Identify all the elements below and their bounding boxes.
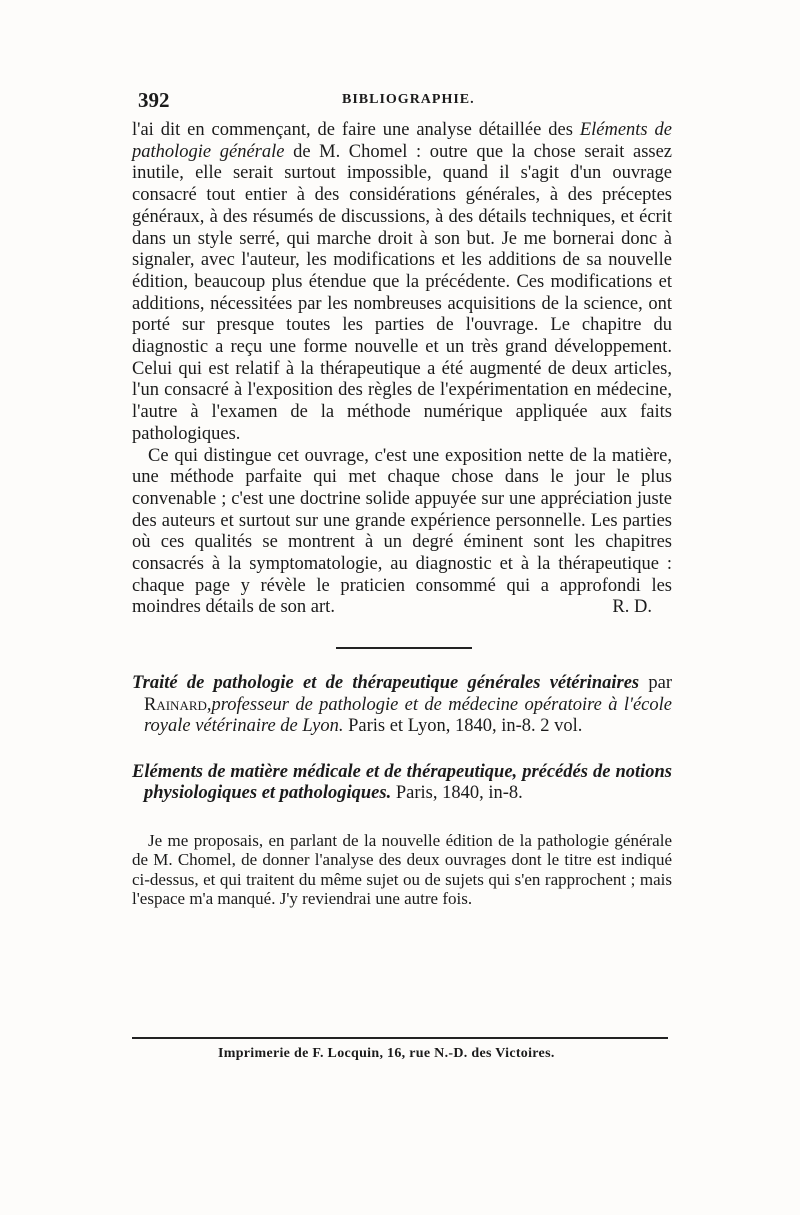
footer-rule	[132, 1037, 668, 1039]
running-head	[132, 88, 672, 120]
running-title: BIBLIOGRAPHIE.	[342, 92, 475, 107]
review-paragraph: l'ai dit en commençant, de faire une analyse détaillée des Eléments de pathologie générale de M. Chomel : outre que la chose serait assez inutile, elle serait surtout impossible, quand il s'agit d'un ouvrage consacré tout entier à des considérations générales, à des préceptes généraux, à des résumés de discussions, à des détails techniques, et écrit dans un style serré, qui marche droit à son but. Je me bornerai donc à signaler, avec l'auteur, les modifications et les additions de sa nouvelle édition, beaucoup plus étendue que la précédente. Ces modifications et additions, nécessitées par les nombreuses acquisitions de la science, ont porté sur presque toutes les parties de l'ouvrage. Le chapitre du diagnostic a reçu une forme nouvelle et un très grand développement. Celui qui est relatif à la thérapeutique a été augmenté de deux articles, l'un consacré à l'exposition des règles de l'expérimentation en médecine, l'autre à l'examen de la méthode numérique appliquée aux faits pathologiques.	[132, 120, 673, 444]
section-separator	[336, 647, 472, 649]
printer-imprint: Imprimerie de F. Locquin, 16, rue N.-D. des Victoires.	[218, 1046, 555, 1061]
bibliography-entry: Traité de pathologie et de thérapeutique générales vétérinaires par Rainard,professeur de pathologie et de médecine opératoire à l'école royale vétérinaire de Lyon. Paris et Lyon, 1840, in-8. 2 vol.	[132, 673, 672, 737]
cited-work-title: Eléments de pathologie générale	[132, 120, 672, 162]
entry-imprint: Paris, 1840, in-8.	[391, 783, 523, 804]
entry-title: Eléments de matière médicale et de thérapeutique, précédés de notions physiologiques et pathologiques.	[132, 761, 672, 804]
review-text	[132, 120, 672, 619]
review-paragraph: Ce qui distingue cet ouvrage, c'est une exposition nette de la matière, une méthode parfaite qui met chaque chose dans le jour le plus convenable ; c'est une doctrine solide appuyée sur une appréciation juste des auteurs et surtout sur une grande expérience personnelle. Les parties où ces qualités se montrent à un degré éminent sont les chapitres consacrés à la symptomatologie, au diagnostic et à la thérapeutique : chaque page y révèle le praticien consommé qui a approfondi les moindres détails de son art. R. D.	[132, 445, 672, 618]
page-number: 392	[138, 88, 170, 112]
bibliography-entry	[132, 762, 672, 805]
editor-note: Je me proposais, en parlant de la nouvelle édition de la pathologie générale de M. Chomel, de donner l'analyse des deux ouvrages dont le titre est indiqué ci-dessus, et qui traitent du même sujet ou de sujets qui s'en rapprochent ; mais l'espace m'a manqué. J'y reviendrai une autre fois.	[132, 830, 672, 909]
entry-imprint: Paris et Lyon, 1840, in-8. 2 vol.	[343, 716, 583, 737]
author-signature: R. D.	[612, 597, 652, 618]
book-page	[132, 88, 672, 926]
entry-author: Rainard,	[144, 694, 212, 715]
entry-title: Traité de pathologie et de thérapeutique générales vétérinaires	[132, 673, 640, 694]
entry-author-title: professeur de pathologie et de médecine opératoire à l'école royale vétérinaire de Lyon.	[144, 694, 672, 737]
